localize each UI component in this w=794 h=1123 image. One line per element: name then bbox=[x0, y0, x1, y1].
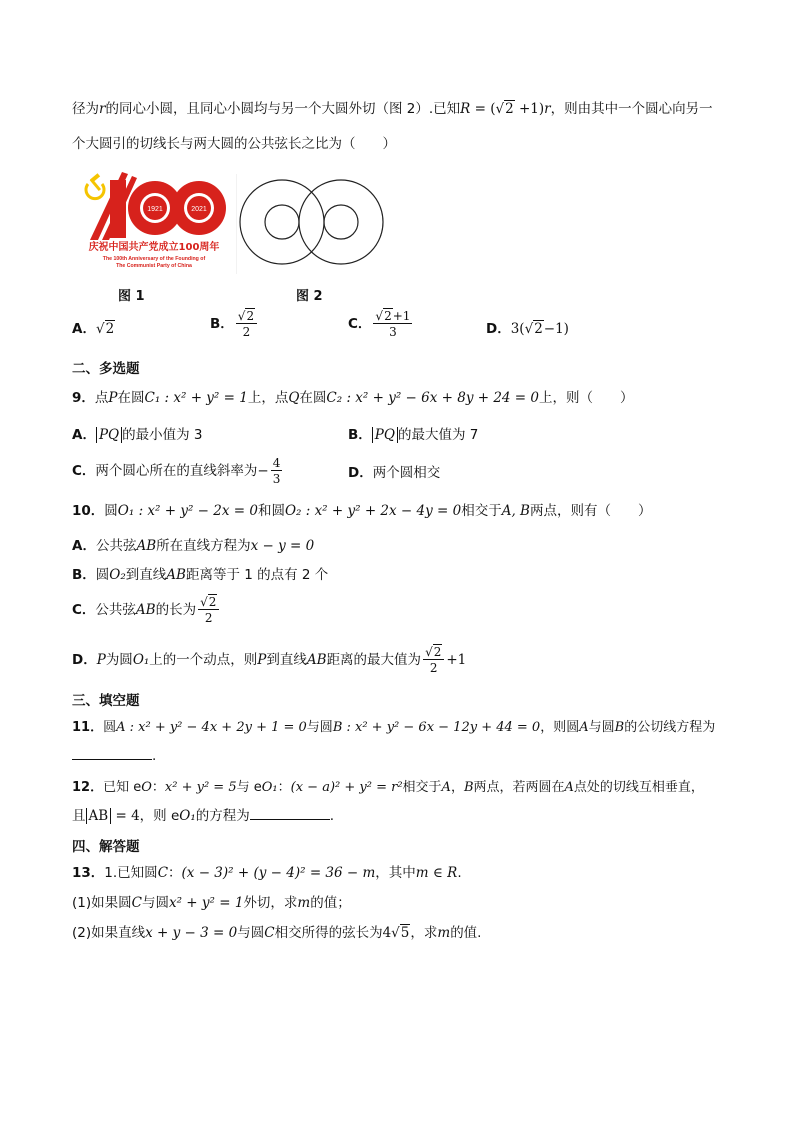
logo-digit-one bbox=[110, 180, 126, 238]
q9-stem: 9．点P在圆C₁ : x² + y² = 1上，点Q在圆C₂ : x² + y² − 6x + 8y + 24 = 0上，则（ ） bbox=[72, 390, 634, 406]
hammer-sickle-icon bbox=[86, 173, 104, 198]
figure-2-circles bbox=[236, 174, 386, 274]
q8-line-2: 个大圆引的切线长与两大圆的公共弦长之比为（ ） bbox=[72, 136, 396, 152]
q10-option-c[interactable]: C．公共弦AB的长为 $\frac{√2}{2}$ bbox=[72, 596, 221, 624]
section-2-heading: 二、多选题 bbox=[72, 361, 140, 377]
q9-option-d[interactable]: D．两个圆相交 bbox=[348, 465, 441, 481]
q12-answer-blank[interactable] bbox=[250, 805, 330, 820]
small-circle-right bbox=[324, 205, 358, 239]
q13-part-2: (2)如果直线x + y − 3 = 0与圆C相交所得的弦长为4√5，求m的值. bbox=[72, 925, 482, 941]
q8-line-1: 径为r的同心小圆，且同心小圆均与另一个大圆外切（图 2）.已知R = (√2 +1)r，则由其中一个圆心向另一 bbox=[72, 101, 713, 117]
q8-option-b[interactable]: B． $\frac{√2}{2}$ bbox=[210, 310, 259, 338]
logo-chinese-title: 庆祝中国共产党成立100周年 bbox=[88, 242, 220, 253]
logo-english-line-1: The 100th Anniversary of the Founding of bbox=[102, 256, 206, 262]
q13-stem: 13．1.已知圆C：(x − 3)² + (y − 4)² = 36 − m，其中m ∈ R. bbox=[72, 865, 462, 881]
q9-option-b[interactable]: B． PQ 的最大值为 7 bbox=[348, 427, 479, 443]
small-circle-left bbox=[265, 205, 299, 239]
q11-answer-blank[interactable] bbox=[72, 745, 152, 760]
q10-stem: 10．圆O₁ : x² + y² − 2x = 0和圆O₂ : x² + y² + 2x − 4y = 0相交于A, B两点，则有（ ） bbox=[72, 503, 652, 519]
q9-option-c[interactable]: C．两个圆心所在的直线斜率为− $\frac{4}{3}$ bbox=[72, 456, 281, 486]
figure-1-logo bbox=[82, 170, 232, 274]
q8-option-c[interactable]: C． $\frac{√2+1}{3}$ bbox=[348, 309, 411, 339]
q11-stem: 11．圆A : x² + y² − 4x + 2y + 1 = 0与圆B : x² + y² − 6x − 12y + 44 = 0，则圆A与圆B的公切线方程为 bbox=[72, 720, 716, 735]
q8-option-a[interactable]: A．√2 bbox=[72, 321, 115, 337]
q10-option-d[interactable]: D．P为圆O₁上的一个动点，则P到直线AB距离的最大值为 $\frac{√2}{2}$ +1 bbox=[72, 645, 467, 675]
logo-english-line-2: The Communist Party of China bbox=[116, 263, 192, 269]
figure-1-caption: 图 1 bbox=[118, 289, 145, 304]
logo-year-2021: 2021 bbox=[191, 206, 207, 213]
figure-2-caption: 图 2 bbox=[296, 289, 323, 304]
q10-option-a[interactable]: A．公共弦AB所在直线方程为x − y = 0 bbox=[72, 538, 315, 554]
q11-answer-line: . bbox=[72, 745, 156, 767]
section-4-heading: 四、解答题 bbox=[72, 839, 140, 855]
q10-option-b[interactable]: B．圆O₂到直线AB距离等于 1 的点有 2 个 bbox=[72, 567, 329, 583]
logo-year-1921: 1921 bbox=[147, 206, 163, 213]
big-circle-right bbox=[299, 180, 383, 264]
q12-stem-line-1: 12．已知 eO：x² + y² = 5与 eO₁：(x − a)² + y² = r²相交于A，B两点，若两圆在A点处的切线互相垂直， bbox=[72, 780, 704, 795]
circles-diagram bbox=[236, 174, 386, 274]
section-3-heading: 三、填空题 bbox=[72, 693, 140, 709]
centenary-logo-graphic bbox=[82, 170, 232, 274]
q8-option-d[interactable]: D．3(√2−1) bbox=[486, 321, 569, 337]
q12-stem-line-2: 且 AB = 4，则 eO₁的方程为 . bbox=[72, 805, 334, 827]
q13-part-1: (1)如果圆C与圆x² + y² = 1外切，求m的值； bbox=[72, 895, 351, 911]
q9-option-a[interactable]: A． PQ 的最小值为 3 bbox=[72, 427, 203, 443]
